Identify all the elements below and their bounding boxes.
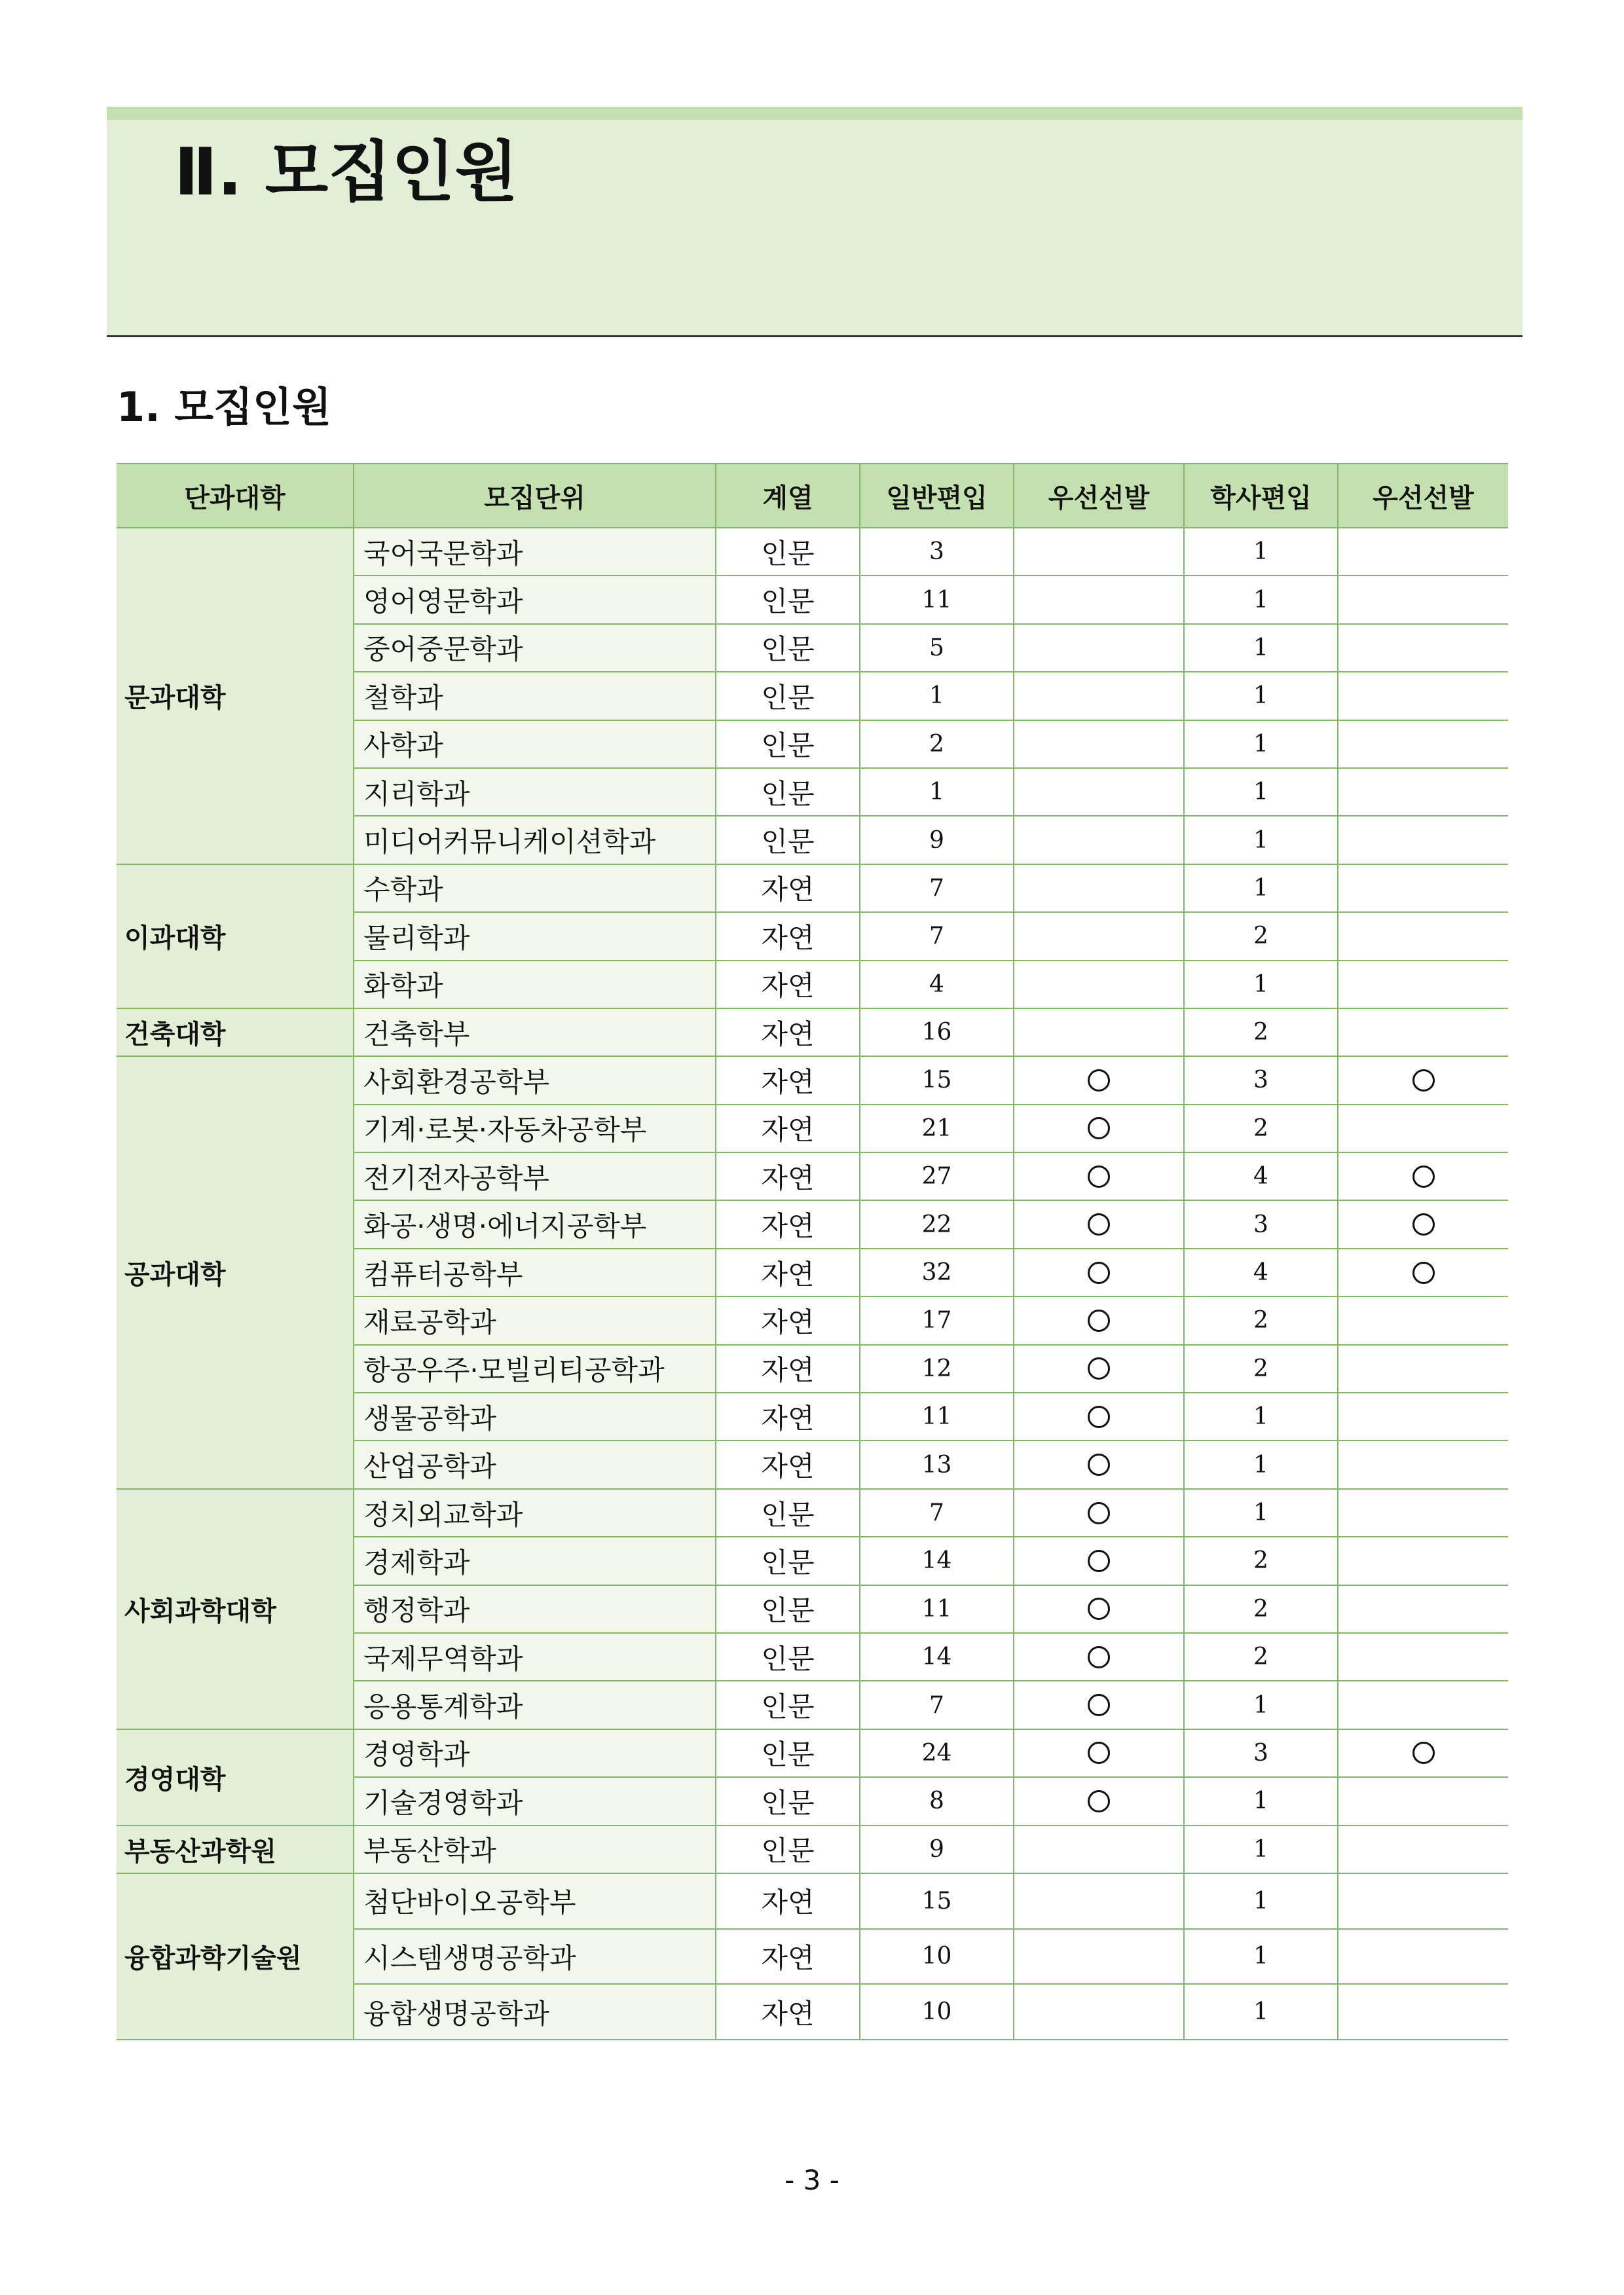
bachelor-priority-cell — [1338, 1777, 1508, 1825]
bachelor-transfer-count: 1 — [1184, 1393, 1338, 1441]
bachelor-transfer-count: 1 — [1184, 1681, 1338, 1729]
circle-mark-icon — [1412, 1213, 1435, 1236]
bachelor-priority-cell — [1338, 1984, 1508, 2040]
bachelor-transfer-count: 2 — [1184, 1008, 1338, 1056]
department-cell: 건축학부 — [354, 1008, 716, 1056]
circle-mark-icon — [1088, 1069, 1110, 1092]
recruitment-table — [117, 463, 1508, 2040]
bachelor-priority-cell — [1338, 1585, 1508, 1633]
general-transfer-count: 11 — [860, 1393, 1014, 1441]
bachelor-priority-cell — [1338, 1873, 1508, 1929]
general-priority-cell — [1014, 912, 1184, 960]
department-cell: 미디어커뮤니케이션학과 — [354, 816, 716, 864]
department-cell: 화학과 — [354, 961, 716, 1008]
bachelor-priority-cell — [1338, 1441, 1508, 1488]
general-priority-cell — [1014, 1393, 1184, 1441]
general-priority-cell — [1014, 1929, 1184, 1985]
bachelor-priority-cell — [1338, 1929, 1508, 1985]
track-cell: 인문 — [716, 1537, 860, 1585]
bachelor-priority-cell — [1338, 912, 1508, 960]
bachelor-transfer-count: 1 — [1184, 720, 1338, 768]
track-cell: 인문 — [716, 576, 860, 623]
track-cell: 자연 — [716, 1393, 860, 1441]
bachelor-priority-cell — [1338, 1681, 1508, 1729]
circle-mark-icon — [1412, 1262, 1435, 1284]
table-row — [117, 1873, 1508, 1929]
bachelor-transfer-count: 1 — [1184, 1777, 1338, 1825]
general-transfer-count: 1 — [860, 672, 1014, 720]
header-bachelor-transfer: 학사편입 — [1184, 464, 1338, 528]
department-cell: 재료공학과 — [354, 1296, 716, 1344]
department-cell: 물리학과 — [354, 912, 716, 960]
bachelor-priority-cell — [1338, 672, 1508, 720]
bachelor-transfer-count: 1 — [1184, 1826, 1338, 1873]
table-row — [117, 528, 1508, 576]
general-transfer-count: 7 — [860, 1681, 1014, 1729]
track-cell: 자연 — [716, 1441, 860, 1488]
circle-mark-icon — [1088, 1310, 1110, 1332]
department-cell: 산업공학과 — [354, 1441, 716, 1488]
general-transfer-count: 10 — [860, 1929, 1014, 1985]
bachelor-transfer-count: 2 — [1184, 1585, 1338, 1633]
general-priority-cell — [1014, 1105, 1184, 1152]
general-priority-cell — [1014, 961, 1184, 1008]
general-transfer-count: 8 — [860, 1777, 1014, 1825]
department-cell: 지리학과 — [354, 768, 716, 816]
bachelor-transfer-count: 1 — [1184, 1489, 1338, 1537]
track-cell: 자연 — [716, 912, 860, 960]
circle-mark-icon — [1088, 1213, 1110, 1236]
track-cell: 자연 — [716, 864, 860, 912]
general-transfer-count: 4 — [860, 961, 1014, 1008]
college-cell: 융합과학기술원 — [117, 1873, 354, 2040]
bachelor-priority-cell — [1338, 624, 1508, 672]
department-cell: 융합생명공학과 — [354, 1984, 716, 2040]
table-body — [117, 528, 1508, 2040]
bachelor-transfer-count: 1 — [1184, 528, 1338, 576]
circle-mark-icon — [1088, 1406, 1110, 1428]
bachelor-transfer-count: 1 — [1184, 768, 1338, 816]
bachelor-transfer-count: 1 — [1184, 1873, 1338, 1929]
bachelor-transfer-count: 2 — [1184, 1537, 1338, 1585]
department-cell: 경제학과 — [354, 1537, 716, 1585]
general-priority-cell — [1014, 1249, 1184, 1296]
track-cell: 자연 — [716, 961, 860, 1008]
department-cell: 항공우주·모빌리티공학과 — [354, 1345, 716, 1393]
general-transfer-count: 5 — [860, 624, 1014, 672]
college-cell: 경영대학 — [117, 1729, 354, 1826]
bachelor-transfer-count: 1 — [1184, 576, 1338, 623]
general-transfer-count: 11 — [860, 576, 1014, 623]
circle-mark-icon — [1088, 1357, 1110, 1380]
chapter-header-box — [107, 107, 1522, 337]
track-cell: 자연 — [716, 1105, 860, 1152]
department-cell: 국제무역학과 — [354, 1633, 716, 1681]
bachelor-priority-cell — [1338, 864, 1508, 912]
bachelor-transfer-count: 1 — [1184, 1441, 1338, 1488]
circle-mark-icon — [1088, 1502, 1110, 1524]
bachelor-transfer-count: 2 — [1184, 1633, 1338, 1681]
general-priority-cell — [1014, 1345, 1184, 1393]
track-cell: 인문 — [716, 672, 860, 720]
department-cell: 화공·생명·에너지공학부 — [354, 1200, 716, 1248]
department-cell: 컴퓨터공학부 — [354, 1249, 716, 1296]
track-cell: 자연 — [716, 1200, 860, 1248]
department-cell: 부동산학과 — [354, 1826, 716, 1873]
header-general-priority: 우선선발 — [1014, 464, 1184, 528]
bachelor-transfer-count: 3 — [1184, 1056, 1338, 1104]
circle-mark-icon — [1088, 1262, 1110, 1284]
bachelor-priority-cell — [1338, 720, 1508, 768]
bachelor-priority-cell — [1338, 1200, 1508, 1248]
bachelor-priority-cell — [1338, 1008, 1508, 1056]
general-priority-cell — [1014, 1873, 1184, 1929]
table-row — [117, 864, 1508, 912]
department-cell: 철학과 — [354, 672, 716, 720]
bachelor-priority-cell — [1338, 1826, 1508, 1873]
bachelor-transfer-count: 1 — [1184, 1984, 1338, 2040]
general-priority-cell — [1014, 1152, 1184, 1200]
bachelor-transfer-count: 1 — [1184, 624, 1338, 672]
bachelor-transfer-count: 3 — [1184, 1200, 1338, 1248]
general-transfer-count: 17 — [860, 1296, 1014, 1344]
department-cell: 수학과 — [354, 864, 716, 912]
circle-mark-icon — [1088, 1790, 1110, 1812]
general-transfer-count: 9 — [860, 816, 1014, 864]
general-transfer-count: 15 — [860, 1056, 1014, 1104]
circle-mark-icon — [1088, 1694, 1110, 1716]
department-cell: 경영학과 — [354, 1729, 716, 1777]
bachelor-transfer-count: 2 — [1184, 1345, 1338, 1393]
general-transfer-count: 32 — [860, 1249, 1014, 1296]
general-transfer-count: 24 — [860, 1729, 1014, 1777]
header-unit: 모집단위 — [354, 464, 716, 528]
track-cell: 인문 — [716, 1633, 860, 1681]
header-bachelor-priority: 우선선발 — [1338, 464, 1508, 528]
circle-mark-icon — [1088, 1550, 1110, 1572]
bachelor-priority-cell — [1338, 1729, 1508, 1777]
department-cell: 전기전자공학부 — [354, 1152, 716, 1200]
department-cell: 행정학과 — [354, 1585, 716, 1633]
general-priority-cell — [1014, 1729, 1184, 1777]
circle-mark-icon — [1088, 1742, 1110, 1764]
department-cell: 기술경영학과 — [354, 1777, 716, 1825]
general-priority-cell — [1014, 672, 1184, 720]
general-priority-cell — [1014, 720, 1184, 768]
header-general-transfer: 일반편입 — [860, 464, 1014, 528]
bachelor-priority-cell — [1338, 1105, 1508, 1152]
table-row — [117, 1489, 1508, 1537]
table-row — [117, 1826, 1508, 1873]
track-cell: 자연 — [716, 1249, 860, 1296]
circle-mark-icon — [1412, 1069, 1435, 1092]
bachelor-transfer-count: 2 — [1184, 1296, 1338, 1344]
department-cell: 국어국문학과 — [354, 528, 716, 576]
general-priority-cell — [1014, 576, 1184, 623]
circle-mark-icon — [1412, 1742, 1435, 1764]
chapter-title: Ⅱ. 모집인원 — [174, 134, 519, 210]
general-priority-cell — [1014, 1681, 1184, 1729]
track-cell: 자연 — [716, 1984, 860, 2040]
college-cell: 이과대학 — [117, 864, 354, 1008]
track-cell: 인문 — [716, 1489, 860, 1537]
bachelor-priority-cell — [1338, 768, 1508, 816]
circle-mark-icon — [1088, 1117, 1110, 1139]
bachelor-transfer-count: 1 — [1184, 816, 1338, 864]
department-cell: 사학과 — [354, 720, 716, 768]
track-cell: 인문 — [716, 1777, 860, 1825]
general-transfer-count: 3 — [860, 528, 1014, 576]
general-transfer-count: 10 — [860, 1984, 1014, 2040]
department-cell: 중어중문학과 — [354, 624, 716, 672]
bachelor-priority-cell — [1338, 1633, 1508, 1681]
track-cell: 인문 — [716, 624, 860, 672]
track-cell: 자연 — [716, 1008, 860, 1056]
track-cell: 자연 — [716, 1929, 860, 1985]
track-cell: 자연 — [716, 1056, 860, 1104]
track-cell: 인문 — [716, 816, 860, 864]
department-cell: 기계·로봇·자동차공학부 — [354, 1105, 716, 1152]
track-cell: 자연 — [716, 1873, 860, 1929]
bachelor-priority-cell — [1338, 1393, 1508, 1441]
general-priority-cell — [1014, 816, 1184, 864]
track-cell: 인문 — [716, 528, 860, 576]
table-row — [117, 1008, 1508, 1056]
general-transfer-count: 13 — [860, 1441, 1014, 1488]
header-track: 계열 — [716, 464, 860, 528]
general-priority-cell — [1014, 1008, 1184, 1056]
general-transfer-count: 14 — [860, 1537, 1014, 1585]
bachelor-priority-cell — [1338, 1056, 1508, 1104]
general-transfer-count: 7 — [860, 864, 1014, 912]
college-cell: 공과대학 — [117, 1056, 354, 1489]
table-header-row — [117, 464, 1508, 528]
general-transfer-count: 7 — [860, 912, 1014, 960]
circle-mark-icon — [1088, 1646, 1110, 1668]
general-priority-cell — [1014, 1537, 1184, 1585]
general-priority-cell — [1014, 1826, 1184, 1873]
bachelor-transfer-count: 4 — [1184, 1249, 1338, 1296]
department-cell: 정치외교학과 — [354, 1489, 716, 1537]
college-cell: 문과대학 — [117, 528, 354, 864]
circle-mark-icon — [1088, 1598, 1110, 1620]
bachelor-transfer-count: 2 — [1184, 1105, 1338, 1152]
track-cell: 인문 — [716, 1826, 860, 1873]
general-priority-cell — [1014, 1777, 1184, 1825]
general-priority-cell — [1014, 528, 1184, 576]
bachelor-priority-cell — [1338, 576, 1508, 623]
section-title: 1. 모집인원 — [117, 383, 331, 431]
general-priority-cell — [1014, 1296, 1184, 1344]
track-cell: 자연 — [716, 1345, 860, 1393]
general-priority-cell — [1014, 768, 1184, 816]
general-priority-cell — [1014, 1585, 1184, 1633]
bachelor-priority-cell — [1338, 1152, 1508, 1200]
general-priority-cell — [1014, 864, 1184, 912]
department-cell: 생물공학과 — [354, 1393, 716, 1441]
college-cell: 부동산과학원 — [117, 1826, 354, 1873]
general-transfer-count: 9 — [860, 1826, 1014, 1873]
general-transfer-count: 1 — [860, 768, 1014, 816]
track-cell: 자연 — [716, 1152, 860, 1200]
general-priority-cell — [1014, 1489, 1184, 1537]
general-priority-cell — [1014, 1056, 1184, 1104]
college-cell: 건축대학 — [117, 1008, 354, 1056]
bachelor-priority-cell — [1338, 1296, 1508, 1344]
general-transfer-count: 15 — [860, 1873, 1014, 1929]
department-cell: 영어영문학과 — [354, 576, 716, 623]
table-row — [117, 1056, 1508, 1104]
bachelor-transfer-count: 1 — [1184, 864, 1338, 912]
circle-mark-icon — [1412, 1166, 1435, 1188]
bachelor-transfer-count: 1 — [1184, 1929, 1338, 1985]
general-transfer-count: 2 — [860, 720, 1014, 768]
bachelor-priority-cell — [1338, 528, 1508, 576]
track-cell: 인문 — [716, 720, 860, 768]
table-row — [117, 1729, 1508, 1777]
track-cell: 인문 — [716, 1681, 860, 1729]
track-cell: 인문 — [716, 1729, 860, 1777]
bachelor-priority-cell — [1338, 816, 1508, 864]
department-cell: 응용통계학과 — [354, 1681, 716, 1729]
general-transfer-count: 22 — [860, 1200, 1014, 1248]
bachelor-priority-cell — [1338, 1537, 1508, 1585]
general-transfer-count: 11 — [860, 1585, 1014, 1633]
bachelor-transfer-count: 3 — [1184, 1729, 1338, 1777]
department-cell: 첨단바이오공학부 — [354, 1873, 716, 1929]
bachelor-transfer-count: 4 — [1184, 1152, 1338, 1200]
track-cell: 인문 — [716, 1585, 860, 1633]
general-priority-cell — [1014, 1984, 1184, 2040]
department-cell: 시스템생명공학과 — [354, 1929, 716, 1985]
bachelor-transfer-count: 2 — [1184, 912, 1338, 960]
general-priority-cell — [1014, 1633, 1184, 1681]
bachelor-priority-cell — [1338, 961, 1508, 1008]
circle-mark-icon — [1088, 1166, 1110, 1188]
track-cell: 자연 — [716, 1296, 860, 1344]
bachelor-priority-cell — [1338, 1249, 1508, 1296]
page-number: - 3 - — [784, 2164, 840, 2196]
general-transfer-count: 21 — [860, 1105, 1014, 1152]
general-transfer-count: 7 — [860, 1489, 1014, 1537]
bachelor-transfer-count: 1 — [1184, 961, 1338, 1008]
college-cell: 사회과학대학 — [117, 1489, 354, 1729]
track-cell: 인문 — [716, 768, 860, 816]
header-college: 단과대학 — [117, 464, 354, 528]
department-cell: 사회환경공학부 — [354, 1056, 716, 1104]
bachelor-transfer-count: 1 — [1184, 672, 1338, 720]
circle-mark-icon — [1088, 1454, 1110, 1476]
general-priority-cell — [1014, 1441, 1184, 1488]
bachelor-priority-cell — [1338, 1345, 1508, 1393]
general-transfer-count: 27 — [860, 1152, 1014, 1200]
bachelor-priority-cell — [1338, 1489, 1508, 1537]
general-transfer-count: 14 — [860, 1633, 1014, 1681]
general-transfer-count: 16 — [860, 1008, 1014, 1056]
general-priority-cell — [1014, 624, 1184, 672]
general-priority-cell — [1014, 1200, 1184, 1248]
general-transfer-count: 12 — [860, 1345, 1014, 1393]
